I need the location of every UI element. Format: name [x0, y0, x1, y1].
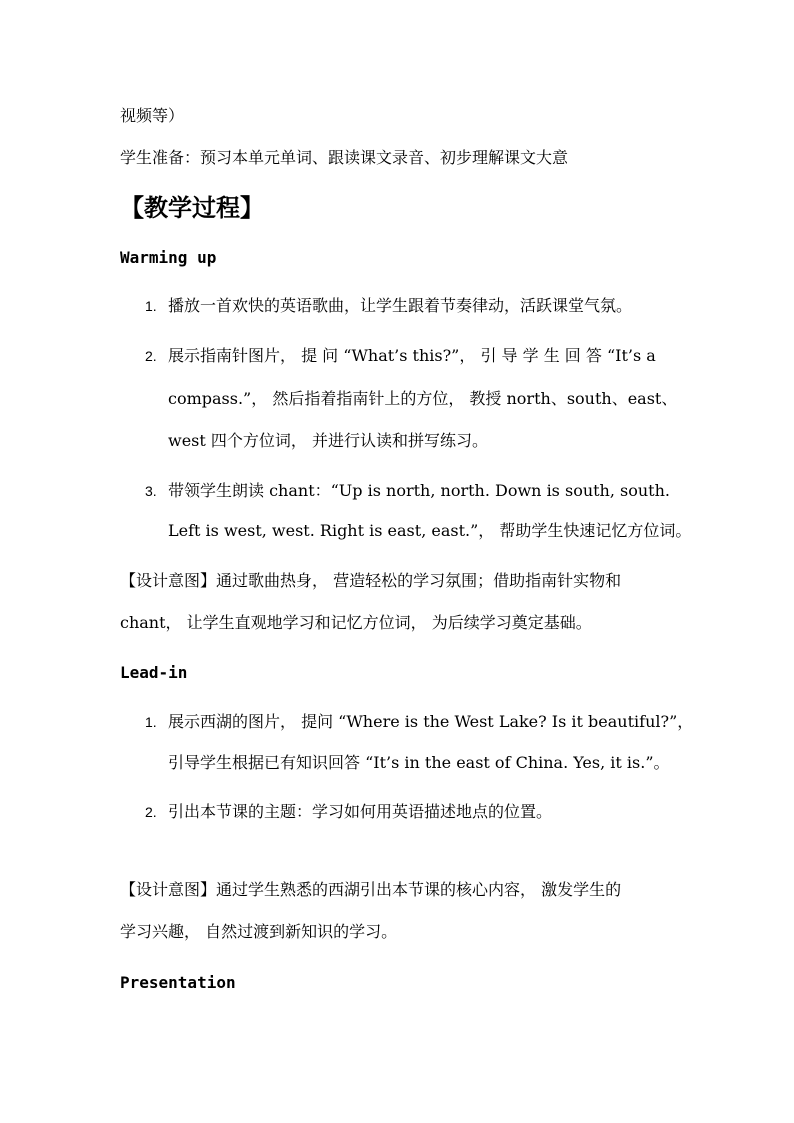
list-number: 3.: [145, 483, 157, 499]
list-number: 2.: [145, 348, 157, 364]
list-item-text: Left is west, west. Right is east, east.”， 帮助学生快速记忆方位词。: [168, 521, 692, 540]
leadin-heading: Lead-in: [120, 663, 188, 682]
design-intent-text: 【设计意图】通过歌曲热身， 营造轻松的学习氛围；借助指南针实物和: [120, 571, 622, 590]
list-number: 1.: [145, 714, 157, 730]
design-intent-text: 学习兴趣， 自然过渡到新知识的学习。: [120, 922, 398, 941]
intro-line-1: 视频等）: [120, 106, 185, 125]
list-item-text: west 四个方位词， 并进行认读和拼写练习。: [168, 431, 488, 450]
section-title: 【教学过程】: [120, 193, 264, 222]
intro-line-2: 学生准备：预习本单元单词、跟读课文录音、初步理解课文大意: [120, 148, 569, 167]
list-item-text: 带领学生朗读 chant：“Up is north, north. Down is south, south.: [168, 481, 671, 500]
list-item-text: 引出本节课的主题：学习如何用英语描述地点的位置。: [168, 802, 553, 821]
list-number: 2.: [145, 804, 157, 820]
list-item-text: 展示指南针图片， 提 问 “What’s this?”， 引 导 学 生 回 答 “It’s a: [168, 346, 656, 365]
presentation-heading: Presentation: [120, 973, 236, 992]
design-intent-text: chant， 让学生直观地学习和记忆方位词， 为后续学习奠定基础。: [120, 613, 592, 632]
warming-heading: Warming up: [120, 248, 217, 267]
list-item-text: 展示西湖的图片， 提问 “Where is the West Lake? Is it beautiful?”，: [168, 712, 694, 731]
list-number: 1.: [145, 298, 157, 314]
design-intent-text: 【设计意图】通过学生熟悉的西湖引出本节课的核心内容， 激发学生的: [120, 880, 622, 899]
list-item-text: 引导学生根据已有知识回答 “It’s in the east of China. Yes, it is.”。: [168, 753, 670, 772]
list-item-text: compass.”， 然后指着指南针上的方位， 教授 north、south、east、: [168, 389, 678, 408]
list-item-text: 播放一首欢快的英语歌曲，让学生跟着节奏律动，活跃课堂气氛。: [168, 296, 633, 315]
